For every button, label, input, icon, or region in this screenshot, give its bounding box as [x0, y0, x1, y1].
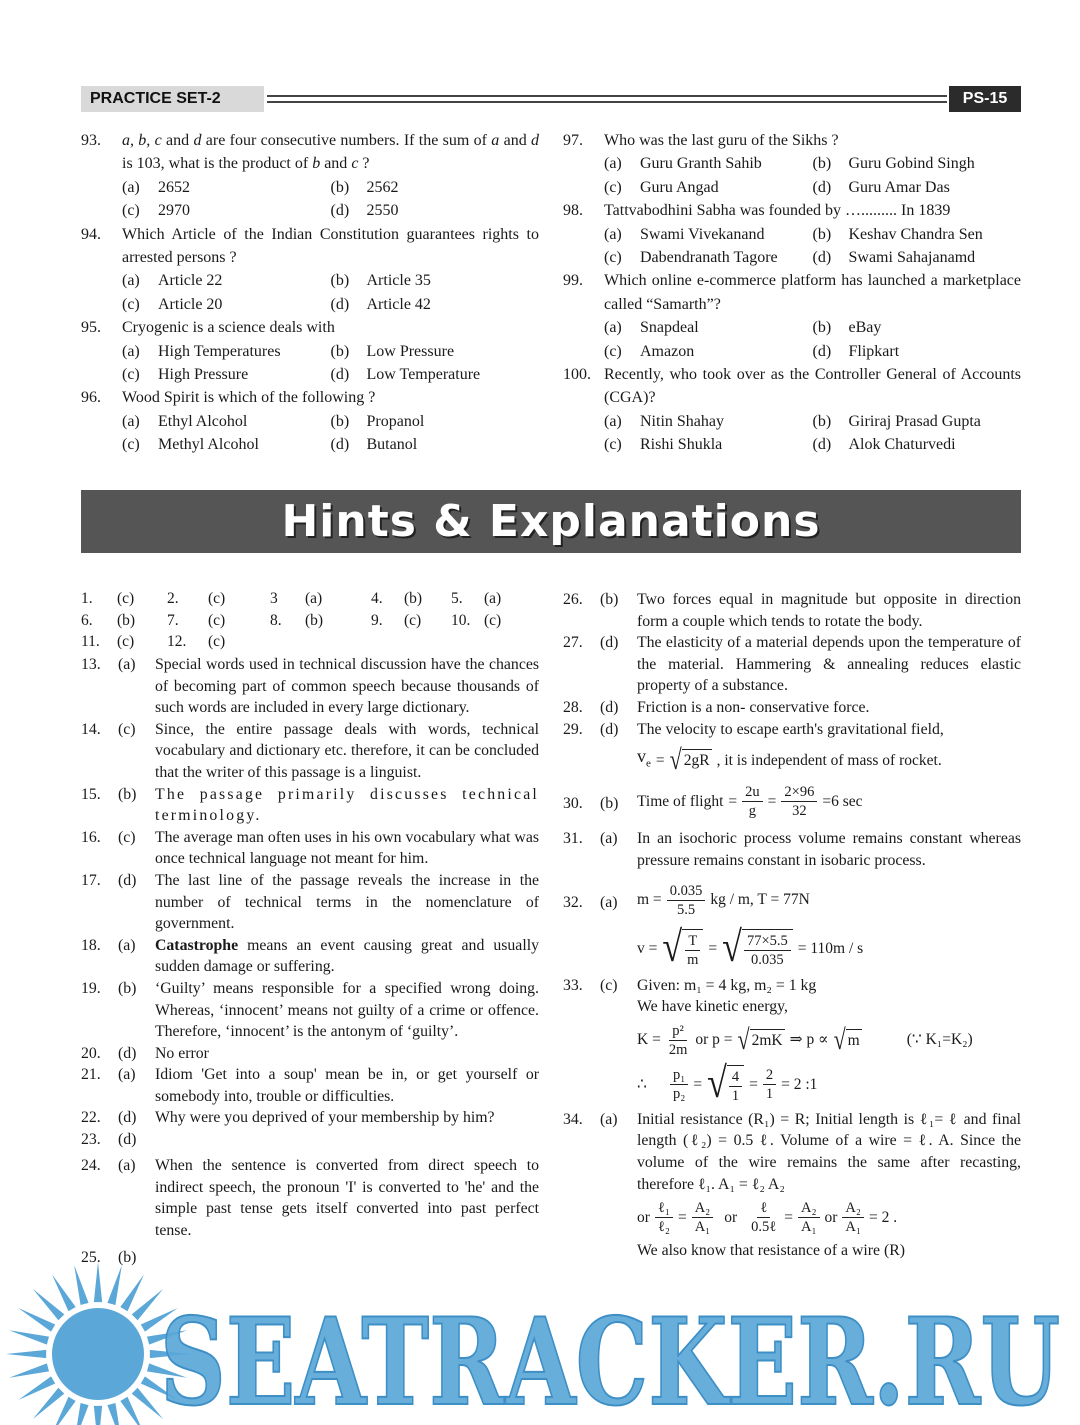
question-number: 100.	[563, 366, 591, 384]
page-number-label: PS-15	[949, 86, 1021, 112]
question-93	[81, 129, 539, 223]
banner-title: Hints & Explanations	[281, 496, 821, 547]
question-options	[604, 316, 1021, 363]
explanation-18: 18. (a) Catastrophe means an event causing great and usually sudden damage or suffering.	[81, 936, 539, 976]
question-number: 94.	[81, 225, 101, 243]
question-options	[122, 340, 539, 387]
question-96	[81, 386, 539, 456]
option: (c) Article 20	[122, 295, 223, 313]
sun-ray	[107, 1265, 121, 1305]
question-number: 96.	[81, 389, 101, 407]
option: (d) Guru Amar Das	[812, 178, 950, 196]
option: (d) Butanol	[330, 436, 418, 454]
explanation-27: 27. (d) The elasticity of a material depends upon the temperature of the material. Hammering & annealing reduces elastic property of a substance.	[563, 634, 1021, 695]
option: (c) Methyl Alcohol	[122, 436, 259, 454]
question-text: Which online e-commerce platform has launched a marketplace called “Samarth”?	[604, 272, 1021, 313]
option: (b) Keshav Chandra Sen	[812, 225, 983, 243]
question-options	[604, 223, 1021, 270]
explanation-17: 17. (d) The last line of the passage reveals the increase in the number of technical terms in the nomenclature of government.	[81, 871, 539, 933]
wave-velocity-formula: v = √ $\frac{T}{m}$ = √ $\frac{77\times 5.5}{0.035}$ = 110m / s	[637, 922, 864, 971]
option: (c) Rishi Shukla	[604, 436, 723, 454]
sun-ray	[18, 1376, 55, 1400]
option: (c) Guru Angad	[604, 178, 719, 196]
sun-ray	[94, 1406, 102, 1425]
questions-left-column	[81, 129, 539, 457]
question-number: 99.	[563, 272, 583, 290]
option: (b) Low Pressure	[330, 342, 455, 360]
escape-velocity-formula: $v_e$ = √ 2gR , it is independent of mass of rocket.	[637, 743, 942, 776]
question-options	[122, 410, 539, 457]
sun-ray	[52, 1274, 76, 1311]
explanation-15: 15. (b) The passage primarily discusses technical terminology.	[81, 785, 539, 825]
option: (d) Article 42	[330, 295, 431, 313]
option: (a) Article 22	[122, 272, 223, 290]
option: (b) Guru Gobind Singh	[812, 155, 975, 173]
option: (c) High Pressure	[122, 366, 249, 384]
question-number: 93.	[81, 132, 101, 149]
explanation-14: 14. (c) Since, the entire passage deals with words, technical vocabulary and dictionary etc. therefore, it can be concluded that the writer of this passage is a linguist.	[81, 720, 539, 781]
answer-row: 1. (c) 2. (c) 3 (a) 4. (b) 5. (a)	[81, 590, 502, 607]
answer-key-grid	[81, 588, 521, 653]
explanation-24: 24. (a) When the sentence is converted from direct speech to indirect speech, the pronoun 'I' is converted to 'he' and the simple past tense gets itself converted into past perfect tense.	[81, 1157, 539, 1239]
explanation-20: 20. (d) No error	[81, 1044, 209, 1062]
option: (a) 2652	[122, 178, 190, 196]
explanation-32: 32. (a) m = $\frac{0.035}{5.5}$ kg / m, T = 77N v = √ $\frac{T}{m}$ = √ $\frac{77\times 5.5}{0.035}$ = 110m / s	[563, 882, 1021, 969]
square-root: √ 2gR	[669, 743, 710, 776]
sun-ray	[9, 1330, 49, 1344]
question-options	[604, 410, 1021, 457]
sun-ray	[52, 1397, 76, 1425]
option: (b) 2562	[330, 178, 399, 196]
question-number: 98.	[563, 202, 583, 220]
sun-ray	[120, 1274, 144, 1311]
question-text: Wood Spirit is which of the following ?	[122, 389, 376, 407]
explanation-31: 31. (a) In an isochoric process volume remains constant whereas pressure remains constant in isobaric process.	[563, 830, 1021, 869]
option: (d) Alok Chaturvedi	[812, 436, 956, 454]
explanation-28: 28. (d) Friction is a non- conservative force.	[563, 698, 870, 716]
explanation-33: 33. (c) Given: m₁ = 4 kg, m₂ = 1 kg We have kinetic energy, K = $\frac{\text{p²}}{2m}$ or p = √ 2mK ⇒ p ∝ √ m (∵ K₁=K₂) ∴ $\frac{\text{p₁}}{\text{p₂}}$ = √ $\frac{4}{1}$ = $\frac{2}{1}$ = 2 :1	[563, 975, 1021, 1105]
question-text: a, b, c and d are four consecutive numbers. If the sum of a and d is 103, what is the product of b and c ?	[122, 132, 540, 173]
sun-ray	[132, 1388, 163, 1419]
question-text: Recently, who took over as the Controller General of Accounts (CGA)?	[604, 366, 1021, 407]
option: (a) Ethyl Alcohol	[122, 412, 248, 430]
option: (c) Dabendranath Tagore	[604, 249, 778, 267]
explanation-29: 29. (d) The velocity to escape earth's gravitational field, $v_e$ = √ 2gR , it is independent of mass of rocket.	[563, 719, 1021, 776]
watermark	[0, 1262, 1080, 1425]
question-95	[81, 316, 539, 386]
mass-per-length-formula: m = $\frac{0.035}{5.5}$ kg / m, T = 77N	[637, 882, 810, 918]
sun-ray	[107, 1403, 121, 1425]
option: (a) Guru Granth Sahib	[604, 155, 762, 173]
option: (b) Article 35	[330, 272, 431, 290]
sun-ray	[94, 1262, 102, 1302]
question-text: Which Article of the Indian Constitution guarantees rights to arrested persons ?	[122, 225, 539, 267]
explanation-21: 21. (a) Idiom 'Get into a soup' mean be in, or get yourself or somebody into, trouble or difficulties.	[81, 1066, 539, 1105]
explanation-26: 26. (b) Two forces equal in magnitude but opposite in direction form a couple which tends to rotate the body.	[563, 591, 1021, 630]
option: (d) Swami Sahajanamd	[812, 249, 976, 267]
explanations-left-column: 13. (a) Special words used in technical discussion have the chances of becoming part of common speech because thousands of such words are included in every large dictionary. 14. (c) Since, the entire passage deals with words, technical vocabulary and dictionary etc. therefore, it can be concluded that the writer of this passage is a linguist. 15. (b) The passage primarily discusses technical terminology. 16. (c) The average man often uses in his own vocabulary what was once technical language not meant for him. 17. (d) The last line of the passage reveals the increase in the number of technical terms in the nomenclature of government. 18. (a) Catastrophe means an event causing great and usually sudden damage or suffering. 19. (b) ‘Guilty’ means responsible for a specified wrong doing. Whereas, ‘innocent’ means not guilty of a crime or offence. Therefore, ‘innocent’ is the antonym of ‘guilty’. 20. (d) No error 21. (a) Idiom 'Get into a soup' mean be in, or get yourself or somebody into, trouble or difficulties. 22. (d) Why were you deprived of your membership by him? 23. (d) 24. (a) When the sentence is converted from direct speech to indirect speech, the pronoun 'I' is converted to 'he' and the simple past tense gets itself converted into past perfect tense. 25. (b)	[81, 656, 539, 1267]
question-97	[563, 129, 1021, 199]
question-94	[81, 223, 539, 317]
sun-ray	[132, 1289, 163, 1320]
question-options	[122, 269, 539, 316]
kinetic-energy-formula: K = $\frac{\text{p²}}{2m}$ or p = √ 2mK ⇒ p ∝ √ m (∵ K₁=K₂)	[637, 1022, 973, 1058]
answer-row: 6. (b) 7. (c) 8. (b) 9. (c) 10. (c)	[81, 611, 502, 629]
page-header	[81, 86, 1021, 112]
question-text: Cryogenic is a science deals with	[122, 319, 335, 337]
header-rule	[267, 95, 947, 103]
question-100	[563, 363, 1021, 457]
time-of-flight-formula: Time of flight = $\frac{2u}{g}$ = $\frac{2\times 96}{32}$ =6 sec	[637, 784, 863, 820]
question-98	[563, 199, 1021, 269]
length-area-ratio-formula: or $\frac{\text{ℓ₁}}{\text{ℓ₂}}$ = $\frac{\text{A₂}}{\text{A₁}}$ or $\frac{\text{ℓ}}{\text{0.5ℓ}}$ = $\frac{\text{A₂}}{\text{A₁}}$ or $\frac{\text{A₂}}{\text{A₁}}$ = 2 .	[637, 1200, 898, 1236]
question-text: Tattvabodhini Sabha was founded by …......... In 1839	[604, 202, 951, 220]
explanation-23: 23. (d)	[81, 1131, 137, 1149]
practice-set-label: PRACTICE SET-2	[81, 86, 264, 112]
option: (a) Snapdeal	[604, 319, 699, 337]
answer-row: 11. (c) 12. (c)	[81, 633, 226, 651]
option: (b) Propanol	[330, 412, 425, 430]
sun-ray	[33, 1388, 64, 1419]
watermark-text: SEATRACKER.RU	[160, 1292, 1060, 1425]
hints-banner	[81, 490, 1021, 553]
question-options	[604, 152, 1021, 199]
sun-ray	[6, 1350, 46, 1358]
sun-ray	[74, 1403, 88, 1425]
question-text: Who was the last guru of the Sikhs ?	[604, 132, 839, 149]
sun-ray	[9, 1363, 49, 1377]
option: (b) Giriraj Prasad Gupta	[812, 412, 981, 430]
option: (c) 2970	[122, 202, 190, 220]
explanation-13: 13. (a) Special words used in technical discussion have the chances of becoming part of common speech because thousands of such words are included in every large dictionary.	[81, 656, 539, 717]
option: (c) Amazon	[604, 342, 695, 360]
option: (d) Flipkart	[812, 342, 900, 360]
sun-ray	[18, 1308, 55, 1332]
question-99	[563, 269, 1021, 363]
option: (a) Nitin Shahay	[604, 412, 724, 430]
explanation-22: 22. (d) Why were you deprived of your membership by him?	[81, 1109, 495, 1127]
sun-ray	[120, 1397, 144, 1425]
option: (a) Swami Vivekanand	[604, 225, 765, 243]
question-options	[122, 176, 539, 223]
option: (d) 2550	[330, 202, 399, 220]
explanation-16: 16. (c) The average man often uses in his own vocabulary what was once technical language not meant for him.	[81, 828, 539, 868]
momentum-ratio-formula: ∴ $\frac{\text{p₁}}{\text{p₂}}$ = √ $\frac{4}{1}$ = $\frac{2}{1}$ = 2 :1	[637, 1058, 818, 1107]
explanations-right-column	[563, 589, 1021, 1262]
explanation-30: 30. (b) Time of flight = $\frac{2u}{g}$ = $\frac{2\times 96}{32}$ =6 sec	[563, 783, 1021, 820]
option: (a) High Temperatures	[122, 342, 281, 360]
question-number: 97.	[563, 132, 583, 149]
sun-ray	[74, 1265, 88, 1305]
explanation-19: 19. (b) ‘Guilty’ means responsible for a specified wrong doing. Whereas, ‘innocent’ means not guilty of a crime or offence. Therefore, ‘innocent’ is the antonym of ‘guilty’.	[81, 979, 539, 1041]
option: (b) eBay	[812, 319, 882, 337]
bold-term: Catastrophe	[155, 936, 239, 954]
questions-right-column	[563, 129, 1021, 457]
explanation-34: 34. (a) Initial resistance (R₁) = R; Initial length is ℓ₁= ℓ and final length (ℓ₂) = 0.5 ℓ. Volume of a wire = ℓ. A. Since the volume of the wire remains the same after recasting, therefore ℓ₁. A₁ = ℓ₂ A₂ or $\frac{\text{ℓ₁}}{\text{ℓ₂}}$ = $\frac{\text{A₂}}{\text{A₁}}$ or $\frac{\text{ℓ}}{\text{0.5ℓ}}$ = $\frac{\text{A₂}}{\text{A₁}}$ or $\frac{\text{A₂}}{\text{A₁}}$ = 2 . We also know that resistance of a wire (R)	[563, 1110, 1021, 1260]
option: (d) Low Temperature	[330, 366, 481, 384]
sun-ray	[33, 1289, 64, 1320]
question-number: 95.	[81, 319, 101, 337]
